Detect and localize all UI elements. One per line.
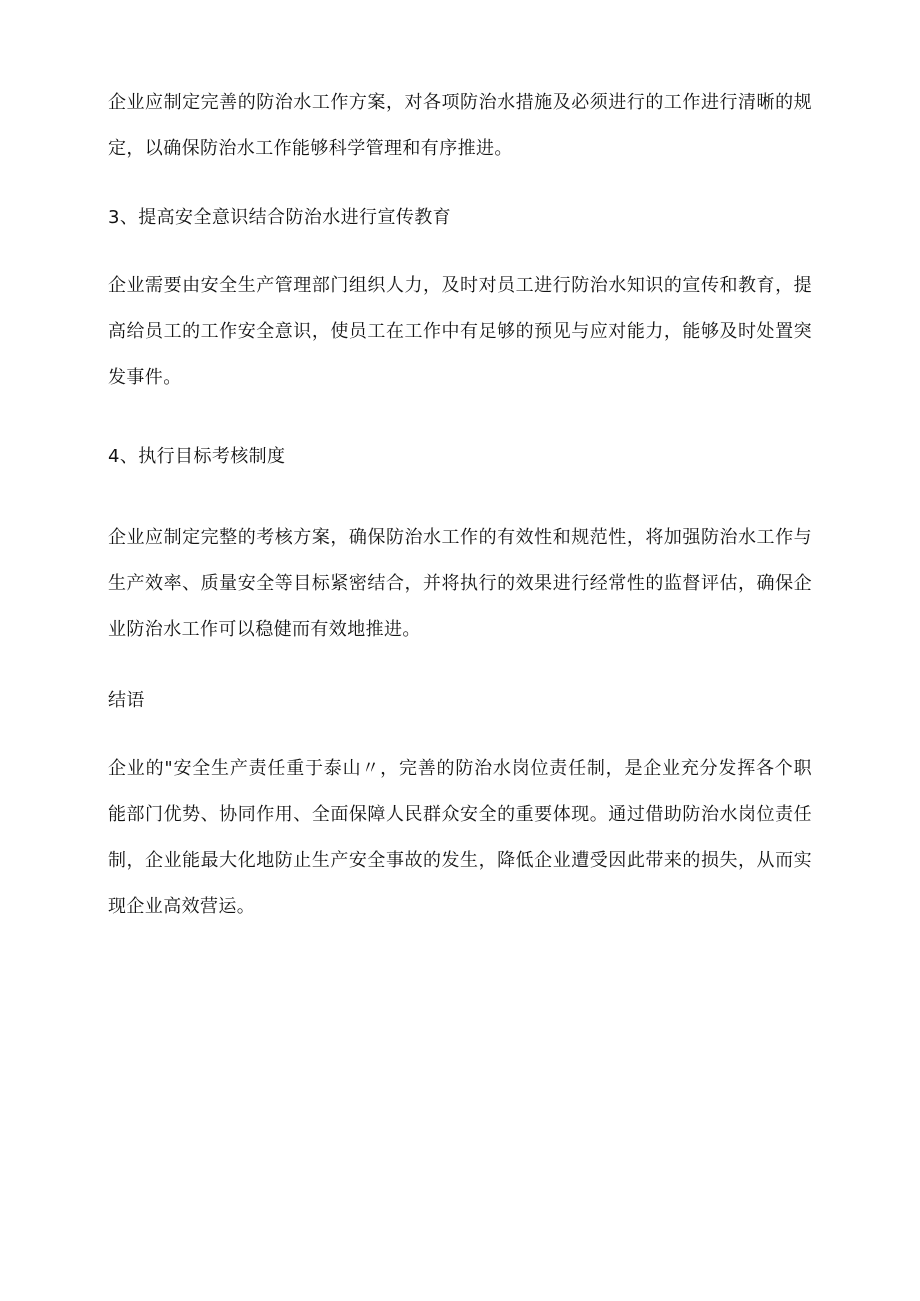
heading-assessment: 4、执行目标考核制度 [108,446,286,467]
paragraph-plan: 企业应制定完善的防治水工作方案，对各项防治水措施及必须进行的工作进行清晰的规定，以确保防治水工作能够科学管理和有序推进。 [108,92,812,159]
heading-safety-awareness: 3、提高安全意识结合防治水进行宣传教育 [108,207,452,228]
paragraph-assessment: 企业应制定完整的考核方案，确保防治水工作的有效性和规范性，将加强防治水工作与生产效率、质量安全等目标紧密结合，并将执行的效果进行经常性的监督评估，确保企业防治水工作可以稳健而有效地推进。 [108,527,812,640]
heading-conclusion: 结语 [108,690,145,711]
paragraph-education: 企业需要由安全生产管理部门组织人力，及时对员工进行防治水知识的宣传和教育，提高给员工的工作安全意识，使员工在工作中有足够的预见与应对能力，能够及时处置突发事件。 [108,275,812,388]
paragraph-conclusion: 企业的"安全生产责任重于泰山〃，完善的防治水岗位责任制，是企业充分发挥各个职能部门优势、协同作用、全面保障人民群众安全的重要体现。通过借助防治水岗位责任制，企业能最大化地防止生产安全事故的发生，降低企业遭受因此带来的损失，从而实现企业高效营运。 [108,758,812,917]
